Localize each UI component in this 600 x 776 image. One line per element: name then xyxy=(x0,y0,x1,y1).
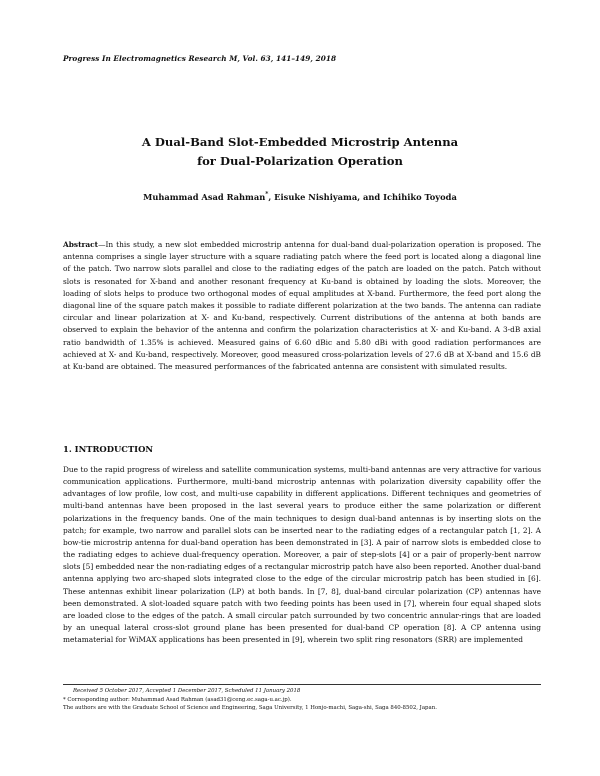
corresponding-author-mark: * xyxy=(265,191,269,198)
title-line-2: for Dual-Polarization Operation xyxy=(197,154,403,168)
journal-header: Progress In Electromagnetics Research M, Vol. 63, 141–149, 2018 xyxy=(63,54,337,63)
introduction-paragraph: Due to the rapid progress of wireless and satellite communication systems, multi-band antennas are very attractive for various communication applications. Furthermore, multi-band microstrip antennas with polarization diversity capability offer the advantages of low profile, low cost, and multi-use capability in different applications. Different techniques and geometries of multi-band antennas have been proposed in the last several years to produce either the same polarization or different polarizations in the frequency bands. One of the main techniques to design dual-band antennas is by inserting slots on the patch; for example, two narrow and parallel slots can be inserted near to the radiating edges of a rectangular patch [1, 2]. A bow-tie microstrip antenna for dual-band operation has been demonstrated in [3]. A pair of narrow slots is embedded close to the radiating edges to achieve dual-frequency operation. Moreover, a pair of step-slots [4] or a pair of properly-bent narrow slots [5] embedded near the non-radiating edges of a rectangular microstrip patch have also been reported. Another dual-band antenna applying two arc-shaped slots integrated close to the edge of the circular microstrip patch has been studied in [6]. These antennas exhibit linear polarization (LP) at both bands. In [7, 8], dual-band circular polarization (CP) antennas have been demonstrated. A slot-loaded square patch with two feeding points has been used in [7], wherein four equal shaped slots are loaded close to the edges of the patch. A small circular patch surrounded by two concentric annular-rings that are loaded by an unequal lateral cross-slot ground plane has been presented for dual-band CP operation [8]. A CP antenna using metamaterial for WiMAX applications has been presented in [9], wherein two split ring resonators (SRR) are implemented xyxy=(63,465,541,645)
other-authors: , Eisuke Nishiyama, and Ichihiko Toyoda xyxy=(268,191,457,202)
received-dates: Received 5 October 2017, Accepted 1 December 2017, Scheduled 11 January 2018 xyxy=(73,688,301,694)
abstract-text: —In this study, a new slot embedded microstrip antenna for dual-band dual-polarization operation is proposed. The antenna comprises a single layer structure with a square radiating patch where the feed port is located along a diagonal line of the patch. Two narrow slots parallel and close to the radiating edges of the patch are loaded on the patch. Patch without slots is resonated for X-band and another resonant frequency at Ku-band is obtained by loading the slots. Moreover, the loading of slots helps to produce two orthogonal modes of equal amplitudes at X-band. Furthermore, the feed port along the diagonal line of the square patch makes it possible to radiate different polarization at the two bands. The antenna can radiate circular and linear polarization at X- and Ku-band, respectively. Current distributions of the antenna at both bands are observed to explain the behavior of the antenna and confirm the polarization characteristics at X- and Ku-band. A 3-dB axial ratio bandwidth of 1.35% is achieved. Measured gains of 6.60 dBic and 5.80 dBi with good radiation performances are achieved at X- and Ku-band, respectively. Moreover, good measured cross-polarization levels of 27.6 dB at X-band and 15.6 dB at Ku-band are obtained. The measured performances of the fabricated antenna are consistent with simulated results. xyxy=(63,240,541,372)
footnotes xyxy=(63,687,541,713)
author-1: Muhammad Asad Rahman xyxy=(143,191,266,202)
footnote-divider xyxy=(63,684,541,685)
corresponding-author-note: * Corresponding author: Muhammad Asad Rahman (asad31@ceng.ec.saga-u.ac.jp). xyxy=(63,696,292,703)
affiliation-note: The authors are with the Graduate School of Science and Engineering, Saga University, 1 Honjo-machi, Saga-shi, Saga 840-8502, Japan. xyxy=(63,705,437,712)
author-list xyxy=(0,191,600,202)
title-line-1: A Dual-Band Slot-Embedded Microstrip Antenna xyxy=(141,135,459,149)
paper-title xyxy=(0,133,600,171)
abstract xyxy=(63,239,541,373)
abstract-label: Abstract xyxy=(63,240,99,249)
section-heading-introduction: 1. INTRODUCTION xyxy=(63,444,154,454)
